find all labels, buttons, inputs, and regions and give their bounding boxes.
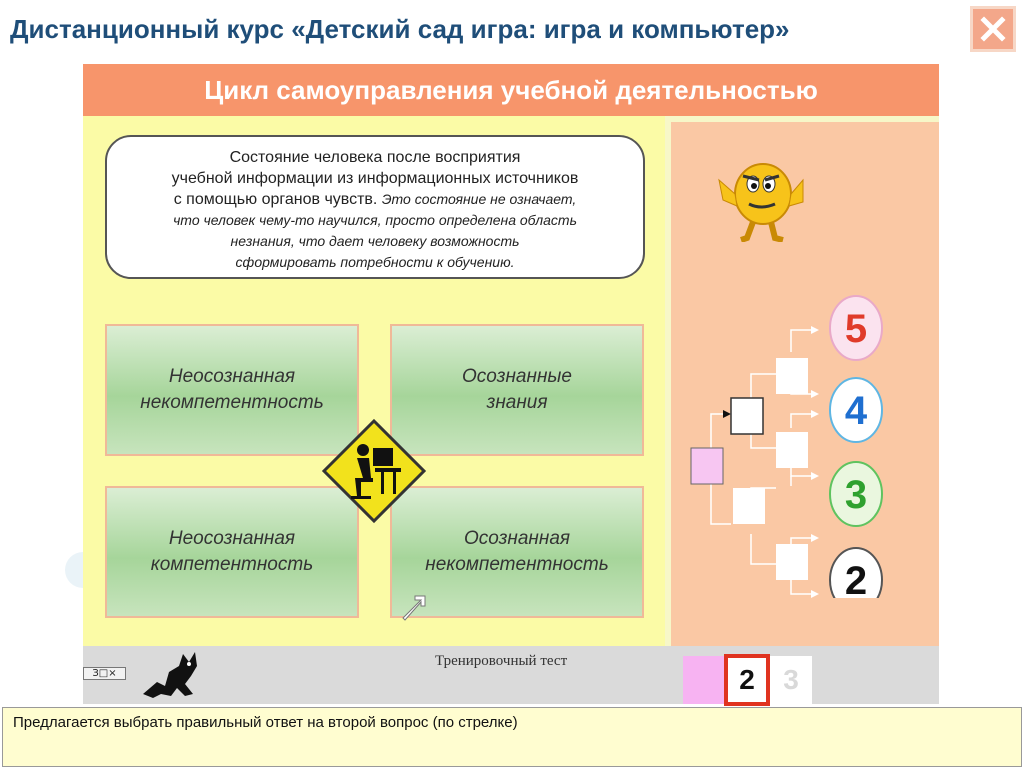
- close-icon: [980, 16, 1006, 42]
- close-button[interactable]: [970, 6, 1016, 52]
- description-text: с помощью органов чувств.: [173, 191, 378, 208]
- quadrant-label: Осознанная некомпетентность: [425, 528, 609, 575]
- status-text: Предлагается выбрать правильный ответ на второй вопрос (по стрелке): [13, 714, 518, 731]
- decorative-shape: [65, 552, 85, 588]
- grade-3-label: 3: [844, 473, 868, 517]
- quadrant-label: Осознанные знания: [462, 366, 572, 413]
- training-test-label: Тренировочный тест: [435, 653, 568, 669]
- grade-4-label: 4: [844, 389, 868, 433]
- description-line: [107, 189, 643, 210]
- grades-panel: [671, 122, 939, 646]
- score-tile-current[interactable]: 2: [724, 654, 770, 706]
- flowchart-tree: [681, 238, 931, 598]
- quadrant-label: Неосознанная компетентность: [150, 528, 314, 575]
- computer-user-sign-icon: [321, 418, 427, 524]
- bottom-strip: [83, 646, 939, 704]
- quadrant-conscious-knowledge[interactable]: [390, 324, 644, 456]
- quadrant-label: Неосознанная некомпетентность: [140, 366, 324, 413]
- slide-title: Цикл самоуправления учебной деятельностью: [204, 75, 818, 105]
- slide-header: [83, 64, 939, 116]
- description-line: Состояние человека после восприятия: [229, 149, 521, 166]
- description-line: учебной информации из информационных источников: [171, 170, 579, 187]
- cat-character-icon: [135, 642, 207, 700]
- slide: [83, 64, 939, 704]
- header-bar: [0, 0, 1024, 62]
- description-italic-line: что человек чему-то научился, просто определена область: [173, 212, 577, 228]
- course-title: Дистанционный курс «Детский сад игра: игра и компьютер»: [10, 14, 790, 44]
- score-tile-empty: [683, 656, 725, 704]
- window-controls[interactable]: З□×: [83, 667, 126, 680]
- status-bar: [2, 707, 1022, 767]
- description-italic-line: сформировать потребности к обучению.: [235, 254, 515, 270]
- grade-5-label: 5: [844, 307, 868, 351]
- description-italic-line: незнания, что дает человеку возможность: [230, 233, 520, 249]
- score-tile-next[interactable]: 3: [770, 656, 812, 704]
- grade-2-label: 2: [844, 559, 868, 598]
- description-italic: Это состояние не означает,: [381, 191, 577, 207]
- cursor-arrow-icon: [399, 592, 429, 622]
- smiley-character-icon: [713, 150, 807, 242]
- description-box: [105, 135, 645, 279]
